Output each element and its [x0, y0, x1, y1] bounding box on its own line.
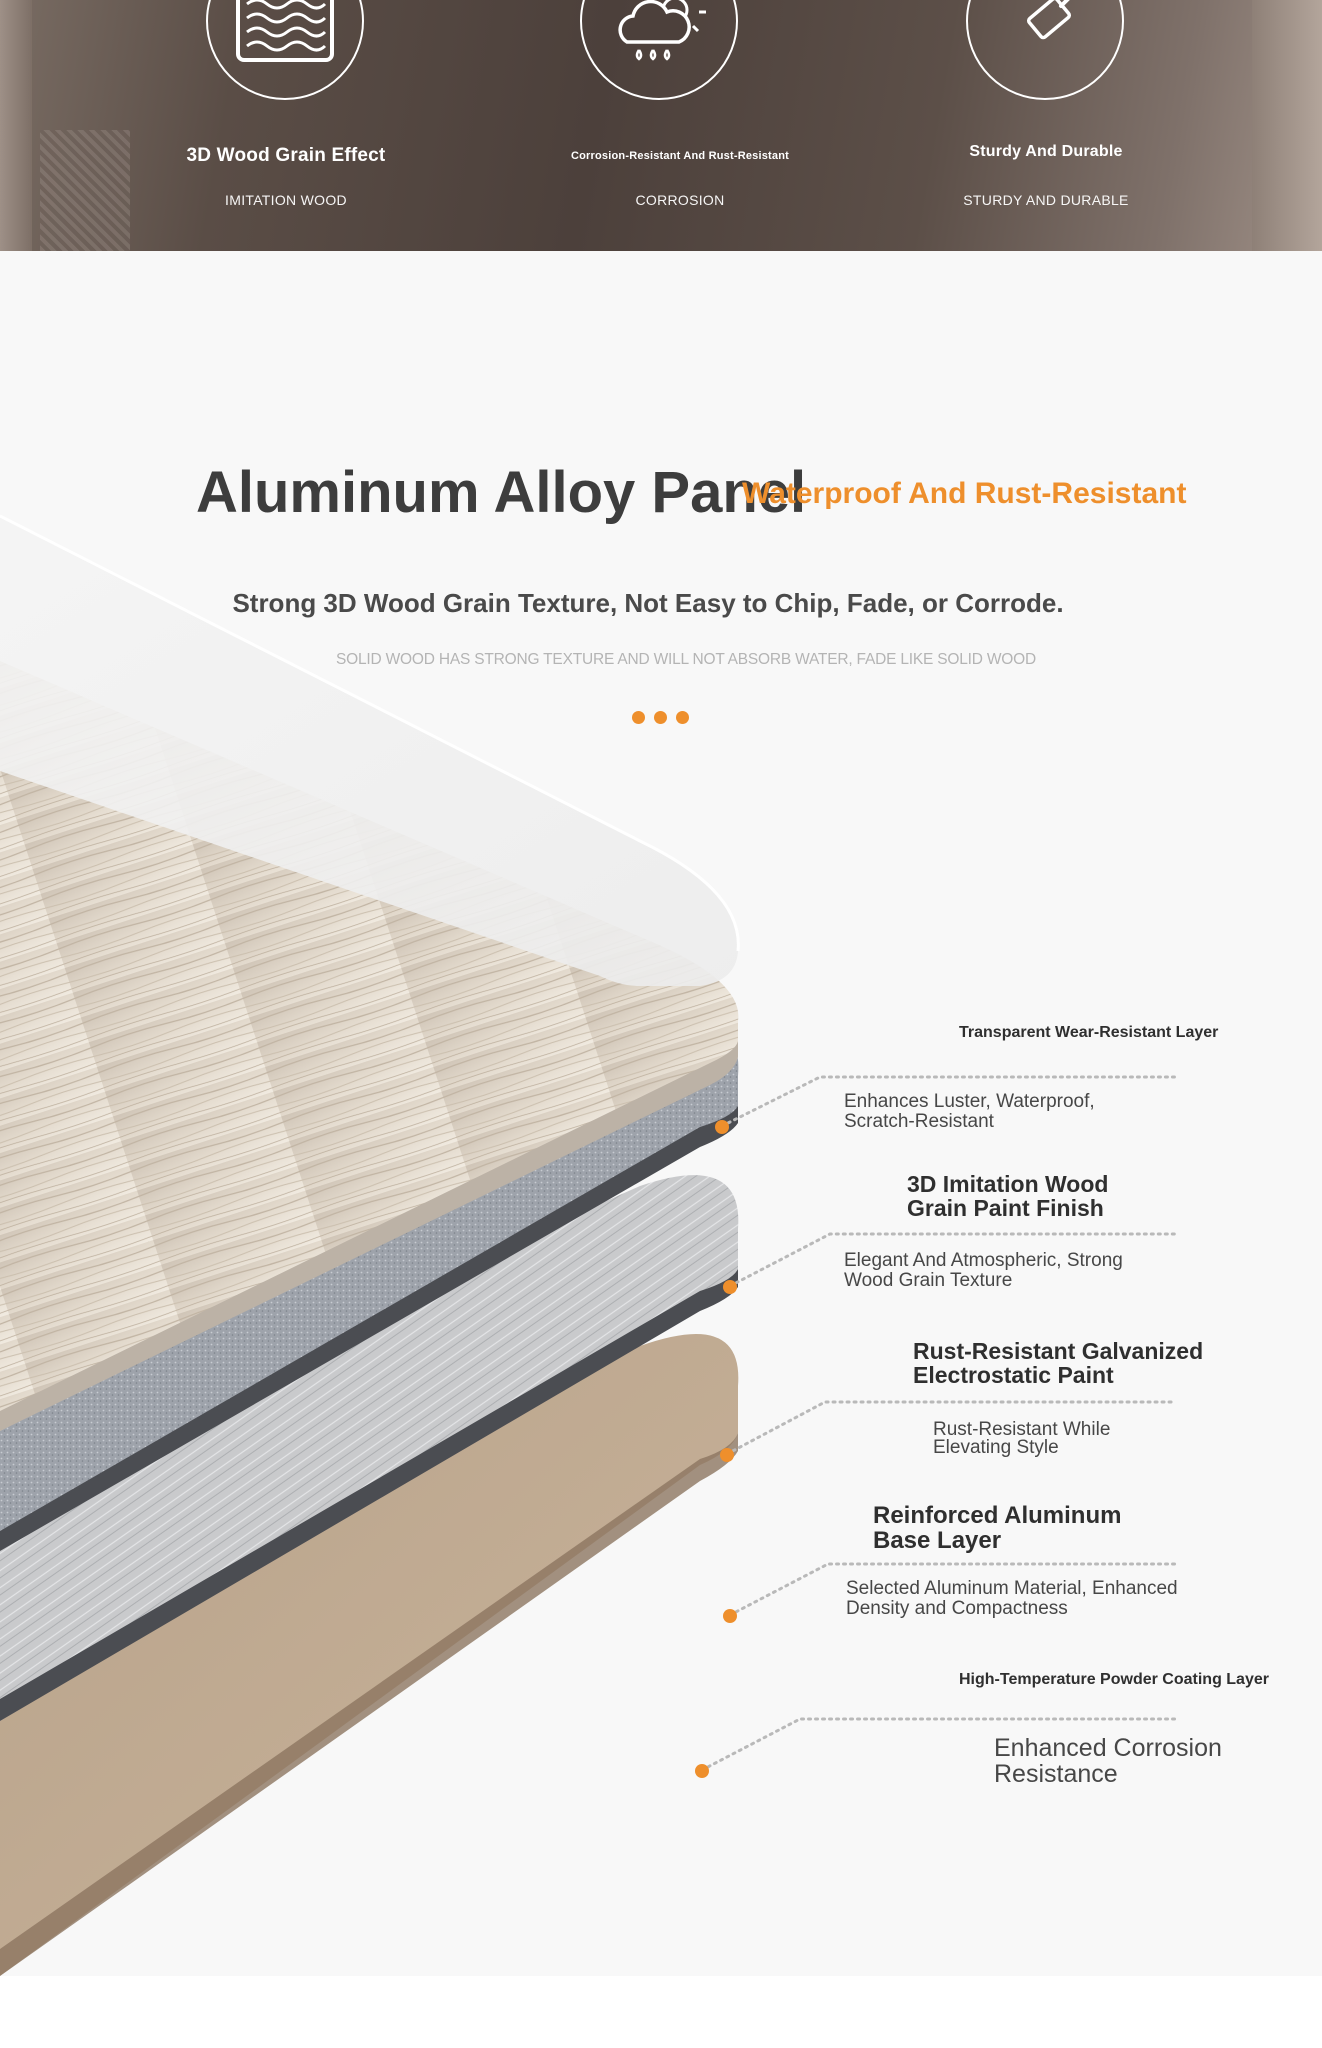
- banner-decor: [40, 130, 130, 251]
- weather-icon: [580, 0, 738, 100]
- wood-grain-icon: [206, 0, 364, 100]
- accent-dots: [632, 711, 689, 724]
- hammer-icon: [966, 0, 1124, 100]
- section-tag: Waterproof And Rust-Resistant: [742, 477, 1187, 510]
- layer-title: [913, 1339, 1203, 1387]
- layer-description: [844, 1092, 1095, 1132]
- feature-title: Corrosion-Resistant And Rust-Resistant: [570, 150, 790, 162]
- layer-title-line: Rust-Resistant Galvanized: [913, 1338, 1204, 1364]
- layer-description-line: Resistance: [994, 1760, 1118, 1789]
- feature-subtitle: IMITATION WOOD: [225, 192, 347, 208]
- layer-description-line: Elevating Style: [933, 1437, 1059, 1459]
- panel-section: [0, 251, 1322, 1976]
- layer-title-line: Electrostatic Paint: [913, 1362, 1114, 1389]
- layer-description-line: Wood Grain Texture: [844, 1269, 1013, 1291]
- layer-title: [873, 1503, 1121, 1553]
- layer-description: [933, 1421, 1110, 1457]
- section-title: Aluminum Alloy Panel: [196, 460, 807, 525]
- layer-description-line: Rust-Resistant While: [933, 1419, 1111, 1440]
- layer-description: [844, 1251, 1123, 1291]
- layer-description-line: Enhanced Corrosion: [994, 1734, 1222, 1762]
- layer-title: Transparent Wear-Resistant Layer: [959, 1024, 1219, 1041]
- layer-description-line: Elegant And Atmospheric, Strong: [844, 1250, 1123, 1271]
- bottom-spacer: [0, 1976, 1322, 2048]
- layer-title: [907, 1172, 1108, 1220]
- layer-description: [846, 1579, 1178, 1619]
- layer-description-line: Density and Compactness: [846, 1597, 1068, 1619]
- layer-description-line: Enhances Luster, Waterproof,: [844, 1091, 1095, 1112]
- section-caption: SOLID WOOD HAS STRONG TEXTURE AND WILL NOT ABSORB WATER, FADE LIKE SOLID WOOD: [335, 651, 1036, 668]
- layer-title: High-Temperature Powder Coating Layer: [959, 1671, 1269, 1688]
- layer-title-line: 3D Imitation Wood: [907, 1171, 1109, 1197]
- layer-description-line: Selected Aluminum Material, Enhanced: [846, 1578, 1178, 1599]
- feature-subtitle: STURDY AND DURABLE: [963, 192, 1129, 208]
- layer-title-line: Base Layer: [873, 1527, 1002, 1555]
- feature-title: 3D Wood Grain Effect: [186, 145, 386, 166]
- layer-title-line: Reinforced Aluminum: [873, 1502, 1122, 1529]
- feature-title: Sturdy And Durable: [969, 143, 1123, 160]
- layer-title-line: Grain Paint Finish: [907, 1195, 1104, 1222]
- layer-description-line: Scratch-Resistant: [844, 1110, 994, 1132]
- layer-description: [994, 1735, 1222, 1788]
- section-subtitle: Strong 3D Wood Grain Texture, Not Easy to Chip, Fade, or Corrode.: [232, 588, 1064, 618]
- feature-banner: [0, 0, 1322, 251]
- feature-subtitle: CORROSION: [635, 192, 725, 208]
